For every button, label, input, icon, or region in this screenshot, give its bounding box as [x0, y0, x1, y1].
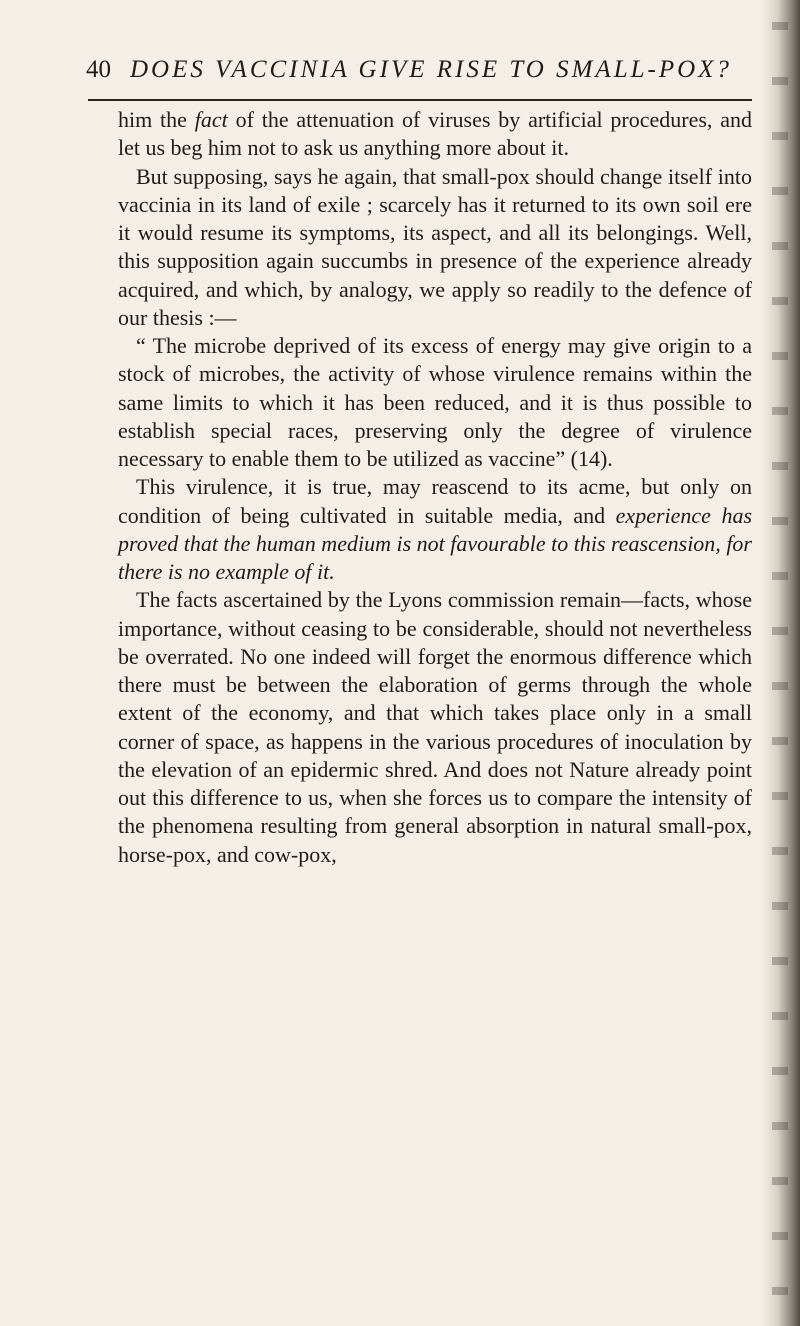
binding-texture [772, 0, 788, 1326]
paragraph-1-text-a: him the [118, 107, 195, 132]
page-header [86, 52, 756, 88]
quotation-paragraph: “ The microbe deprived of its excess of energy may give origin to a stock of microbes, the activity of whose virulence remains within the same limits to which it has been reduced, and it is thus possible to establish special races, preserving only the degree of virulence necessary to enable them to be utilized as vaccine” (14). [118, 333, 752, 471]
page-number: 40 [86, 56, 111, 83]
paragraph-5: The facts ascertained by the Lyons commission remain—facts, whose importance, without ceasing to be considerable, should not nevertheless be overrated. No one indeed will forget the enormous difference which there must be between the elaboration of germs through the whole extent of the economy, and that which takes place only in a small corner of space, as happens in the various procedures of inoculation by the elevation of an epidermic shred. And does not Nature already point out this difference to us, when she forces us to compare the intensity of the phenomena resulting from general absorption in natural small-pox, horse-pox, and cow-pox, [118, 587, 752, 867]
paragraph-1 [118, 106, 752, 163]
paragraph-4-italic: experience has proved that the human medium is not favourable to this reascension, for there is no example of it. [118, 502, 753, 584]
paragraph-2: But supposing, says he again, that small-pox should change itself into vaccinia in its land of exile ; scarcely has it returned to its own soil ere it would resume its symptoms, its aspect, and all its belongings. Well, this supposition again succumbs in presence of the experience already acquired, and which, by analogy, we apply so readily to the defence of our thesis :— [118, 163, 752, 330]
header-rule [88, 99, 752, 101]
body-text [118, 106, 752, 869]
paragraph-1-text-b: of the attenuation of viruses by artificial procedures, and let us beg him not to ask us anything more about it. [118, 107, 752, 161]
paragraph-4 [118, 473, 752, 586]
paragraph-1-italic: fact [194, 107, 228, 132]
running-title: DOES VACCINIA GIVE RISE TO SMALL-POX? [130, 56, 732, 83]
paragraph-4-text: This virulence, it is true, may reascend to its acme, but only on condition of being cultivated in suitable media, and [118, 474, 752, 528]
